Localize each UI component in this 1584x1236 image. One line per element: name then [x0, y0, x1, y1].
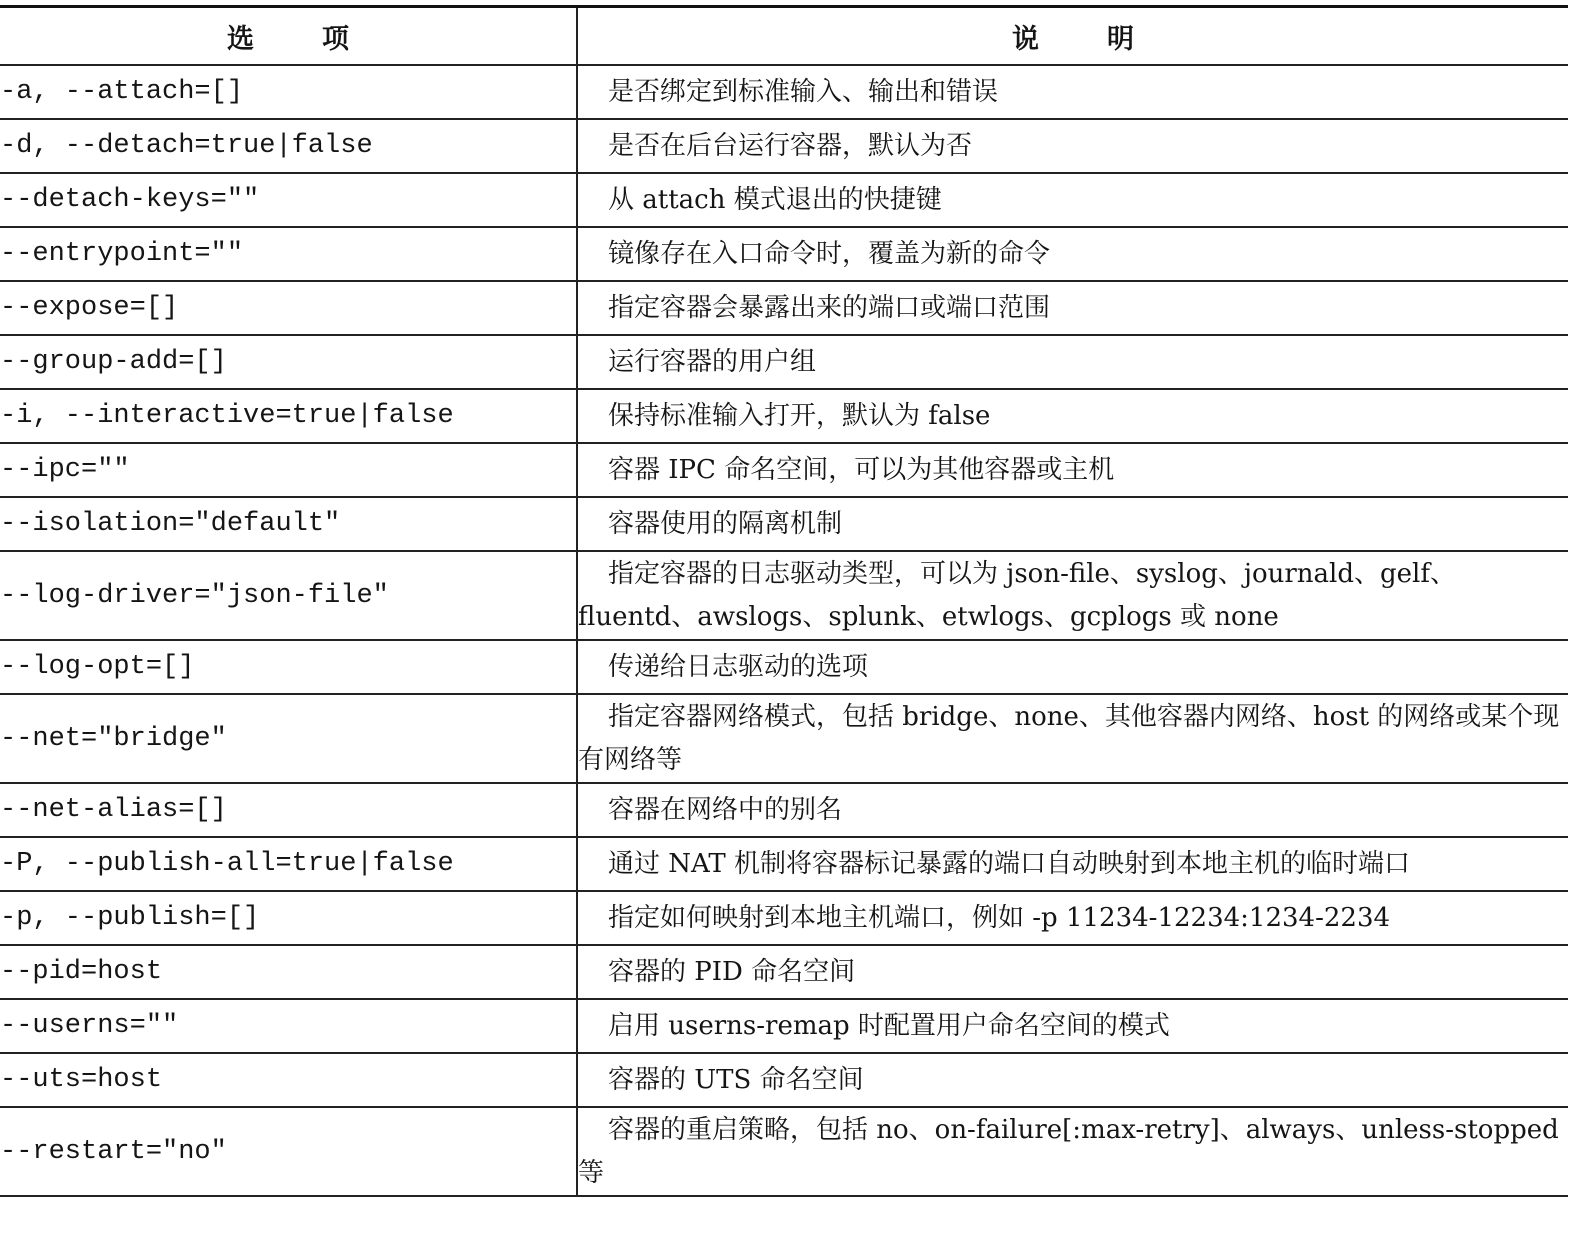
option-cell: --expose=[]	[0, 281, 577, 335]
option-cell: --net="bridge"	[0, 694, 577, 783]
description-cell: 容器 IPC 命名空间，可以为其他容器或主机	[577, 443, 1568, 497]
table-row	[0, 783, 1568, 837]
description-cell: 容器使用的隔离机制	[577, 497, 1568, 551]
description-cell: 通过 NAT 机制将容器标记暴露的端口自动映射到本地主机的临时端口	[577, 837, 1568, 891]
option-cell: -a, --attach=[]	[0, 65, 577, 119]
table-row	[0, 227, 1568, 281]
table-row	[0, 999, 1568, 1053]
header-row	[0, 7, 1568, 66]
option-cell: --isolation="default"	[0, 497, 577, 551]
description-cell: 运行容器的用户组	[577, 335, 1568, 389]
table-row	[0, 1053, 1568, 1107]
description-cell: 容器的 PID 命名空间	[577, 945, 1568, 999]
table-header	[0, 7, 1568, 66]
option-cell: --log-opt=[]	[0, 640, 577, 694]
table-row	[0, 640, 1568, 694]
table-row	[0, 389, 1568, 443]
option-cell: --ipc=""	[0, 443, 577, 497]
table-row	[0, 335, 1568, 389]
table-row	[0, 891, 1568, 945]
table-row	[0, 173, 1568, 227]
description-cell: 是否在后台运行容器，默认为否	[577, 119, 1568, 173]
description-cell: 指定容器的日志驱动类型，可以为 json-file、syslog、journald、gelf、fluentd、awslogs、splunk、etwlogs、gcplogs 或 none	[577, 551, 1568, 640]
description-cell: 指定如何映射到本地主机端口，例如 -p 11234-12234:1234-2234	[577, 891, 1568, 945]
table-row	[0, 281, 1568, 335]
description-cell: 保持标准输入打开，默认为 false	[577, 389, 1568, 443]
table-body	[0, 65, 1568, 1196]
description-cell: 容器的 UTS 命名空间	[577, 1053, 1568, 1107]
option-cell: -d, --detach=true|false	[0, 119, 577, 173]
option-cell: --net-alias=[]	[0, 783, 577, 837]
table-row	[0, 1107, 1568, 1196]
option-cell: -i, --interactive=true|false	[0, 389, 577, 443]
table-row	[0, 119, 1568, 173]
option-cell: --uts=host	[0, 1053, 577, 1107]
table-row	[0, 551, 1568, 640]
description-cell: 是否绑定到标准输入、输出和错误	[577, 65, 1568, 119]
table-row	[0, 65, 1568, 119]
option-cell: -p, --publish=[]	[0, 891, 577, 945]
description-cell: 指定容器会暴露出来的端口或端口范围	[577, 281, 1568, 335]
table-row	[0, 694, 1568, 783]
table-row	[0, 945, 1568, 999]
table-row	[0, 497, 1568, 551]
header-description: 说明	[577, 7, 1568, 66]
option-cell: --entrypoint=""	[0, 227, 577, 281]
description-cell: 镜像存在入口命令时，覆盖为新的命令	[577, 227, 1568, 281]
option-cell: --group-add=[]	[0, 335, 577, 389]
description-cell: 指定容器网络模式，包括 bridge、none、其他容器内网络、host 的网络或某个现有网络等	[577, 694, 1568, 783]
description-cell: 容器在网络中的别名	[577, 783, 1568, 837]
table-row	[0, 837, 1568, 891]
option-cell: -P, --publish-all=true|false	[0, 837, 577, 891]
option-cell: --pid=host	[0, 945, 577, 999]
option-cell: --detach-keys=""	[0, 173, 577, 227]
description-cell: 容器的重启策略，包括 no、on-failure[:max-retry]、always、unless-stopped 等	[577, 1107, 1568, 1196]
option-cell: --log-driver="json-file"	[0, 551, 577, 640]
table-row	[0, 443, 1568, 497]
description-cell: 传递给日志驱动的选项	[577, 640, 1568, 694]
option-cell: --userns=""	[0, 999, 577, 1053]
description-cell: 从 attach 模式退出的快捷键	[577, 173, 1568, 227]
description-cell: 启用 userns-remap 时配置用户命名空间的模式	[577, 999, 1568, 1053]
header-option: 选项	[0, 7, 577, 66]
options-table	[0, 5, 1568, 1197]
option-cell: --restart="no"	[0, 1107, 577, 1196]
